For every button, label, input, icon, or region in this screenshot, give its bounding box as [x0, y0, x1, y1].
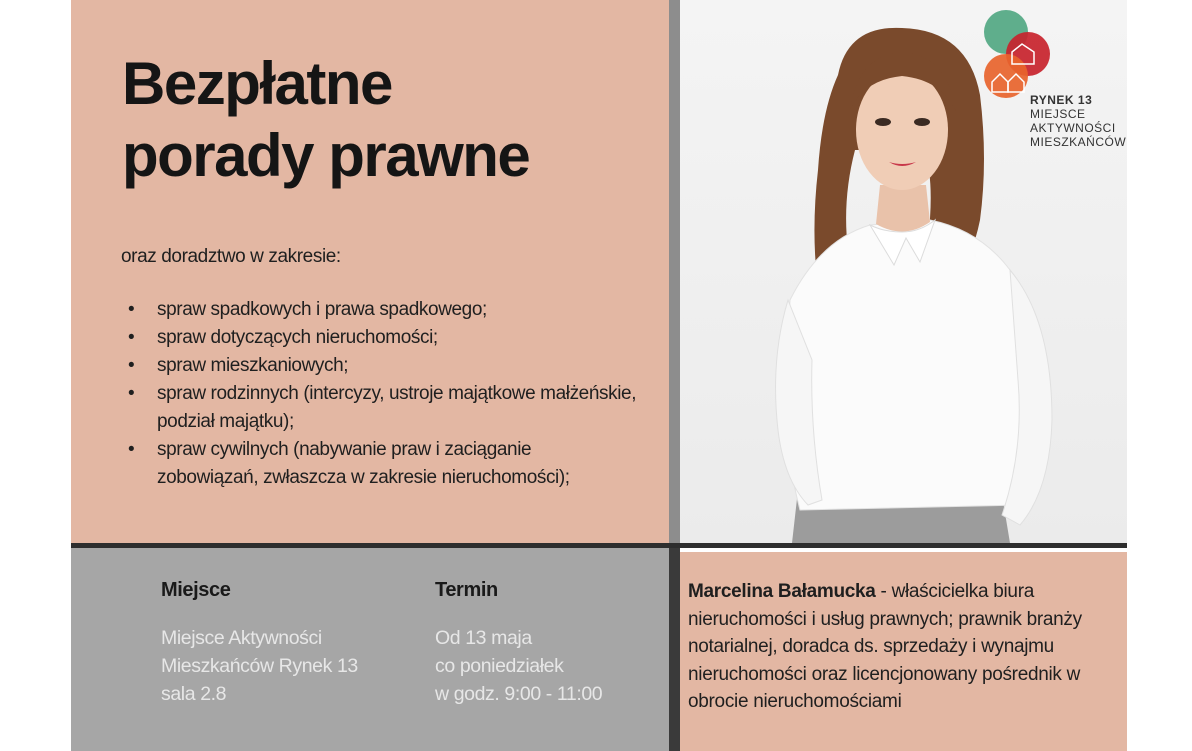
term-line: w godz. 9:00 - 11:00	[435, 683, 603, 705]
vertical-divider	[669, 0, 680, 543]
logo-text	[1030, 93, 1126, 149]
term-details	[435, 624, 602, 708]
place-line: Mieszkańców Rynek 13	[161, 655, 358, 677]
service-item: • spraw dotyczących nieruchomości;	[157, 324, 637, 352]
portrait-photo	[680, 0, 1127, 543]
service-item: • spraw rodzinnych (intercyzy, ustroje majątkowe małżeńskie, podział majątku);	[157, 380, 637, 436]
bottom-vertical-divider	[669, 548, 680, 751]
headline	[122, 48, 529, 192]
place-line: sala 2.8	[161, 683, 227, 705]
logo-line: RYNEK 13	[1030, 93, 1093, 107]
logo-line: MIESZKAŃCÓW	[1030, 135, 1127, 149]
logo-line: AKTYWNOŚCI	[1030, 121, 1116, 135]
bio-text	[688, 578, 1118, 716]
place-details	[161, 624, 358, 708]
term-heading: Termin	[435, 579, 498, 601]
headline-line-1: Bezpłatne	[122, 50, 392, 117]
services-list	[157, 296, 637, 492]
term-line: Od 13 maja	[435, 627, 532, 649]
place-heading: Miejsce	[161, 579, 231, 601]
headline-line-2: porady prawne	[122, 122, 530, 189]
horizontal-divider	[71, 543, 1127, 548]
service-item: • spraw mieszkaniowych;	[157, 352, 637, 380]
term-line: co poniedziałek	[435, 655, 564, 677]
place-line: Miejsce Aktywności	[161, 627, 322, 649]
service-item: • spraw spadkowych i prawa spadkowego;	[157, 296, 637, 324]
logo-line: MIEJSCE	[1030, 107, 1086, 121]
bio-name: Marcelina Bałamucka	[688, 581, 876, 602]
service-item: • spraw cywilnych (nabywanie praw i zaciąganie zobowiązań, zwłaszcza w zakresie nieruchomości);	[157, 436, 637, 492]
bio-description: - właścicielka biura nieruchomości i usług prawnych; prawnik branży notarialnej, doradca ds. sprzedaży i wynajmu nieruchomości oraz licencjonowany pośrednik w obrocie nieruchomościami	[688, 581, 1082, 712]
rynek13-logo	[982, 8, 1054, 100]
portrait-photo-panel	[680, 0, 1127, 543]
intro-text: oraz doradztwo w zakresie:	[121, 246, 341, 267]
